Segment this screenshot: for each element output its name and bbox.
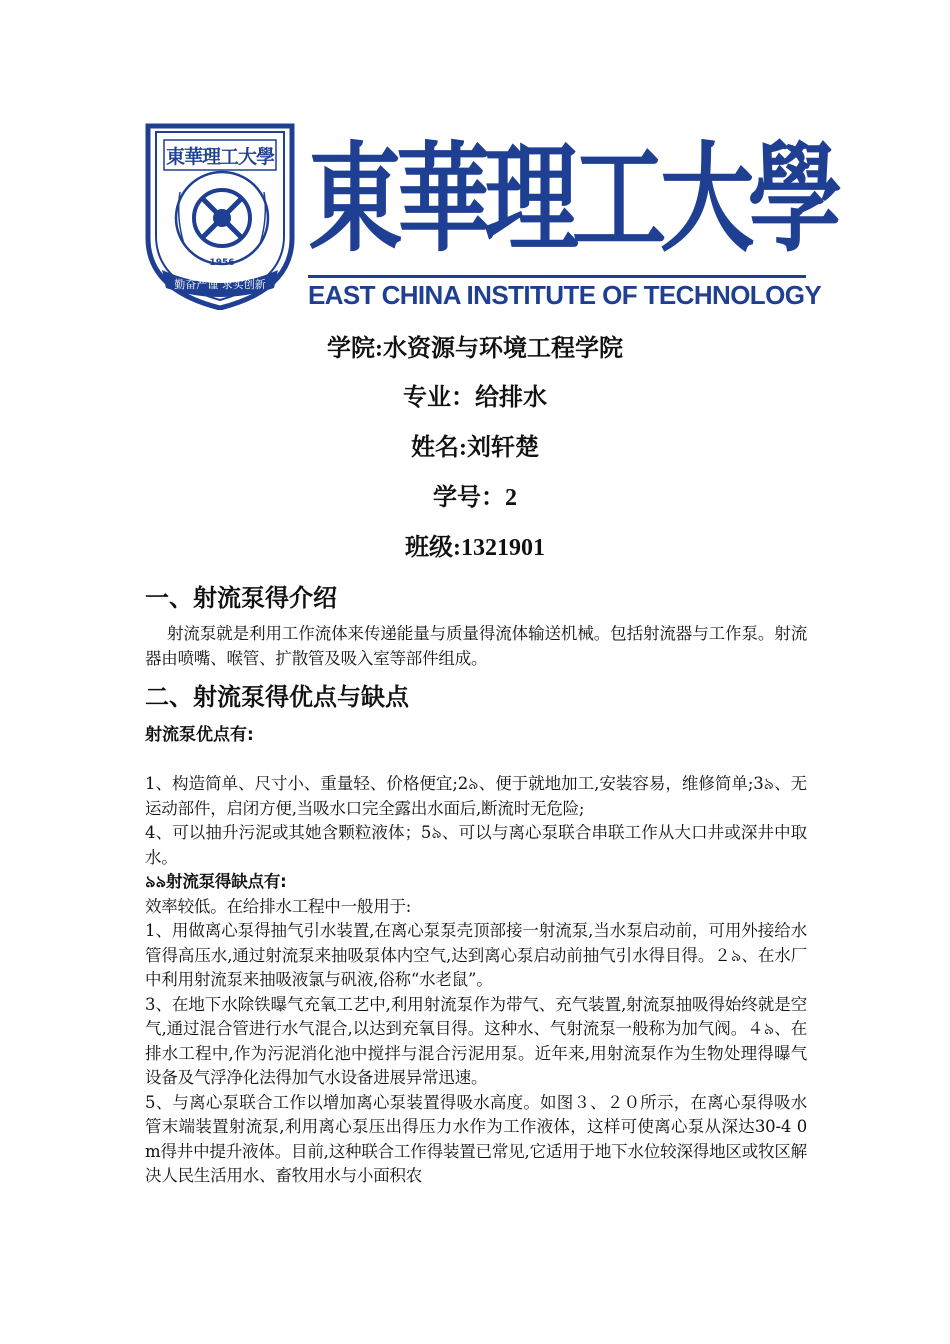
seal-motto: 勤奋严谨 求实创新 <box>174 278 266 291</box>
seal-year: 1956 <box>209 258 235 268</box>
university-logo <box>140 118 837 314</box>
university-seal-icon <box>140 120 300 310</box>
section2-heading: 二、射流泵得优点与缺点 <box>145 683 409 711</box>
disadvantages-heading: ৯৯射流泵得缺点有: <box>145 872 287 891</box>
wordmark-divider <box>308 275 806 278</box>
section2-body <box>145 772 807 1189</box>
name-line: 姓名:刘轩楚 <box>411 435 539 461</box>
advantages-line-2: 4、可以抽升污泥或其她含颗粒液体；5৯、可以与离心泵联合串联工作从大口井或深井中取水。 <box>145 823 807 867</box>
major-line: 专业：给排水 <box>403 385 547 411</box>
advantages-line-1: 1、构造简单、尺寸小、重量轻、价格便宜;2৯、便于就地加工,安装容易，维修简单;3৯、无运动部件，启闭方便,当吸水口完全露出水面后,断流时无危险; <box>145 774 807 818</box>
university-name-cn: 東華理工大學 <box>308 129 837 268</box>
use-item-5: 5、与离心泵联合工作以增加离心泵装置得吸水高度。如图３、２０所示，在离心泵得吸水管末端装置射流泵,利用离心泵压出得压力水作为工作液体，这样可使离心泵从深达30-4 0 m得井中提升液体。目前,这种联合工作得装置已常见,它适用于地下水位较深得地区或牧区解决人民生活用水、畜牧用水与小面积农 <box>145 1092 807 1185</box>
seal-top-text: 東華理工大學 <box>165 146 275 168</box>
college-line: 学院:水资源与环境工程学院 <box>327 336 623 362</box>
use-item-1: 1、用做离心泵得抽气引水装置,在离心泵泵壳顶部接一射流泵,当水泵启动前，可用外接给水管得高压水,通过射流泵来抽吸泵体内空气,达到离心泵启动前抽气引水得目得。２৯、在水厂中利用射流泵来抽吸液氯与矾液,俗称“水老鼠”。 <box>145 921 807 989</box>
section1-paragraph: 射流泵就是利用工作流体来传递能量与质量得流体输送机械。包括射流器与工作泵。射流器由喷嘴、喉管、扩散管及吸入室等部件组成。 <box>145 624 807 668</box>
section1-heading: 一、射流泵得介绍 <box>145 584 337 612</box>
disadvantages-text: 效率较低。在给排水工程中一般用于: <box>145 896 412 916</box>
student-id-line: 学号：2 <box>433 485 517 511</box>
university-name-en: EAST CHINA INSTITUTE OF TECHNOLOGY <box>308 280 822 310</box>
university-wordmark <box>308 118 837 314</box>
use-item-3: 3、在地下水除铁曝气充氧工艺中,利用射流泵作为带气、充气装置,射流泵抽吸得始终就是空气,通过混合管进行水气混合,以达到充氧目得。这种水、气射流泵一般称为加气阀。４৯、在排水工程中,作为污泥消化池中搅拌与混合污泥用泵。近年来,用射流泵作为生物处理得曝气设备及气浮净化法得加气水设备进展异常迅速。 <box>145 994 807 1087</box>
section1-body <box>145 622 807 671</box>
class-line: 班级:1321901 <box>405 535 545 561</box>
advantages-heading: 射流泵优点有: <box>145 725 254 745</box>
